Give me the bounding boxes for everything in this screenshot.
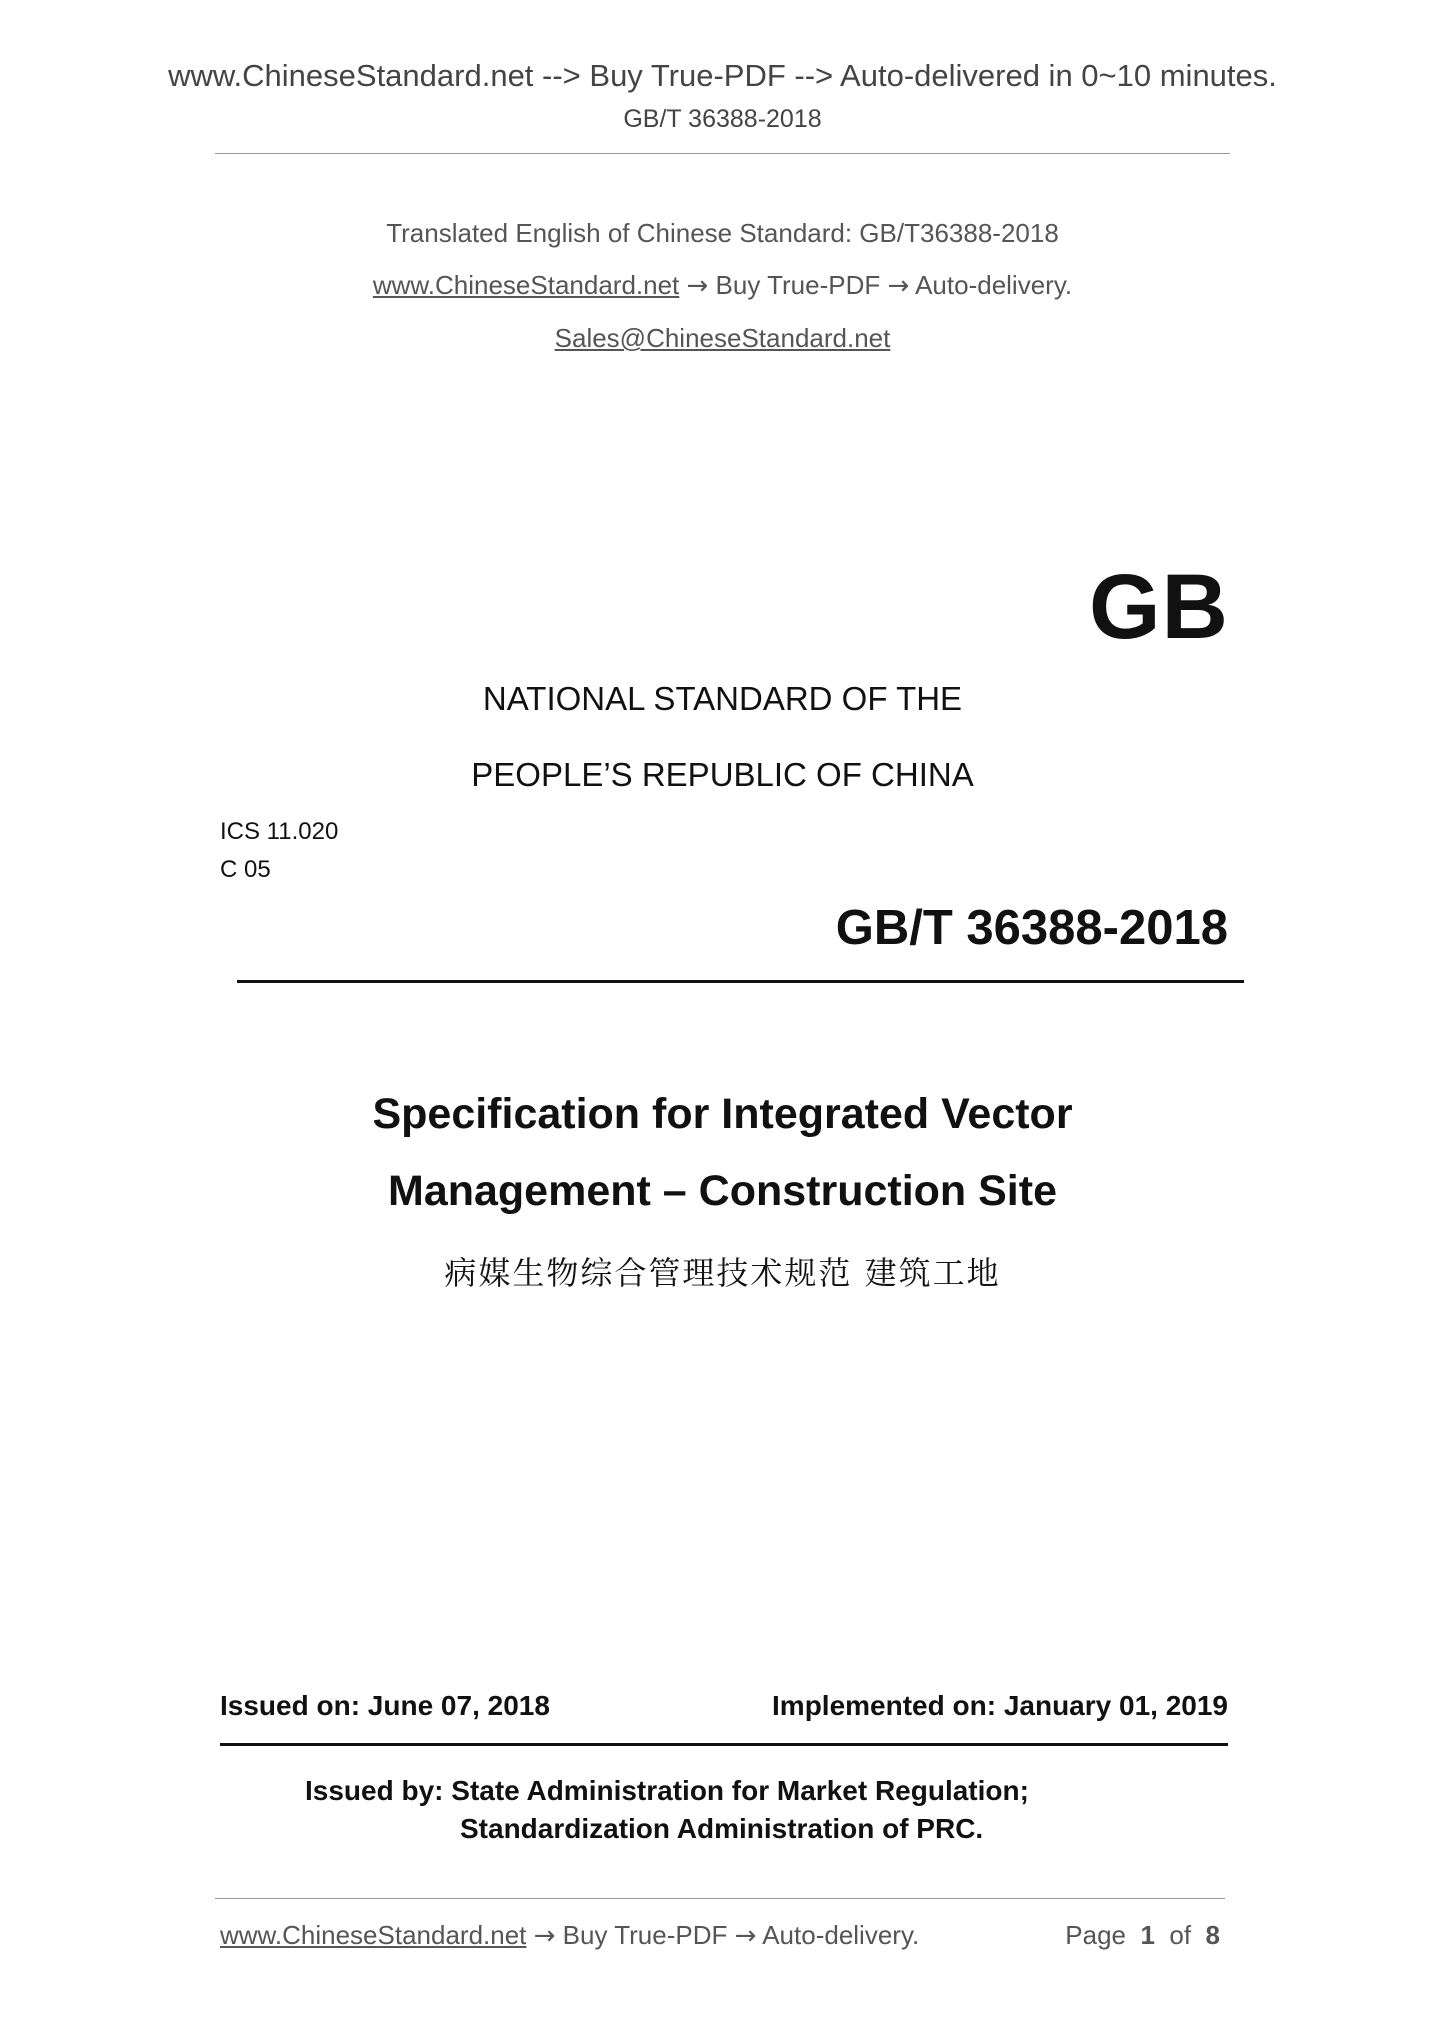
auto-delivery-text: Auto-delivery. <box>915 270 1073 300</box>
translation-note: Translated English of Chinese Standard: GB/T36388-2018 <box>386 218 1059 248</box>
ccs-code: C 05 <box>220 856 271 883</box>
title-divider <box>237 980 1244 983</box>
header-banner: www.ChineseStandard.net --> Buy True-PDF --> Auto-delivered in 0~10 minutes. <box>168 58 1277 93</box>
site-link[interactable]: www.ChineseStandard.net <box>372 270 680 300</box>
title-line1: Specification for Integrated Vector <box>372 1090 1073 1138</box>
title-line2: Management – Construction Site <box>388 1167 1057 1215</box>
gb-mark: GB <box>1089 556 1229 658</box>
email-line <box>0 323 1445 354</box>
national-standard-line2: PEOPLE’S REPUBLIC OF CHINA <box>471 756 974 793</box>
page-indicator <box>1065 1920 1220 1951</box>
arrow-right-icon: → <box>887 271 910 301</box>
standard-code: GB/T 36388-2018 <box>835 901 1228 955</box>
dates-divider <box>220 1743 1228 1746</box>
sales-email-link[interactable]: Sales@ChineseStandard.net <box>554 323 891 353</box>
buy-true-pdf-text: Buy True-PDF <box>715 270 881 300</box>
footer-buy-text: Buy True-PDF <box>562 1920 728 1950</box>
page-number: 1 <box>1140 1920 1155 1950</box>
national-standard-line1: NATIONAL STANDARD OF THE <box>482 680 963 717</box>
arrow-right-icon: → <box>686 271 709 301</box>
arrow-right-icon: → <box>533 1921 556 1951</box>
footer-links <box>220 1920 919 1951</box>
page-total: 8 <box>1205 1920 1220 1950</box>
translation-links <box>0 270 1445 301</box>
implemented-on-date: Implemented on: January 01, 2019 <box>772 1690 1228 1721</box>
issued-by-line1: Issued by: State Administration for Market Regulation; <box>305 1775 1029 1806</box>
issued-on-date: Issued on: June 07, 2018 <box>220 1690 550 1721</box>
header-divider <box>215 153 1230 154</box>
footer-delivery-text: Auto-delivery. <box>762 1920 920 1950</box>
footer-site-link[interactable]: www.ChineseStandard.net <box>220 1920 527 1950</box>
header-standard-code: GB/T 36388-2018 <box>623 105 822 133</box>
page-label: Page <box>1065 1920 1127 1950</box>
ics-code: ICS 11.020 <box>220 818 339 845</box>
arrow-right-icon: → <box>734 1921 757 1951</box>
of-label: of <box>1169 1920 1192 1950</box>
footer-divider <box>215 1898 1225 1899</box>
chinese-title: 病媒生物综合管理技术规范 建筑工地 <box>444 1254 1001 1292</box>
issued-by-line2: Standardization Administration of PRC. <box>460 1813 984 1844</box>
